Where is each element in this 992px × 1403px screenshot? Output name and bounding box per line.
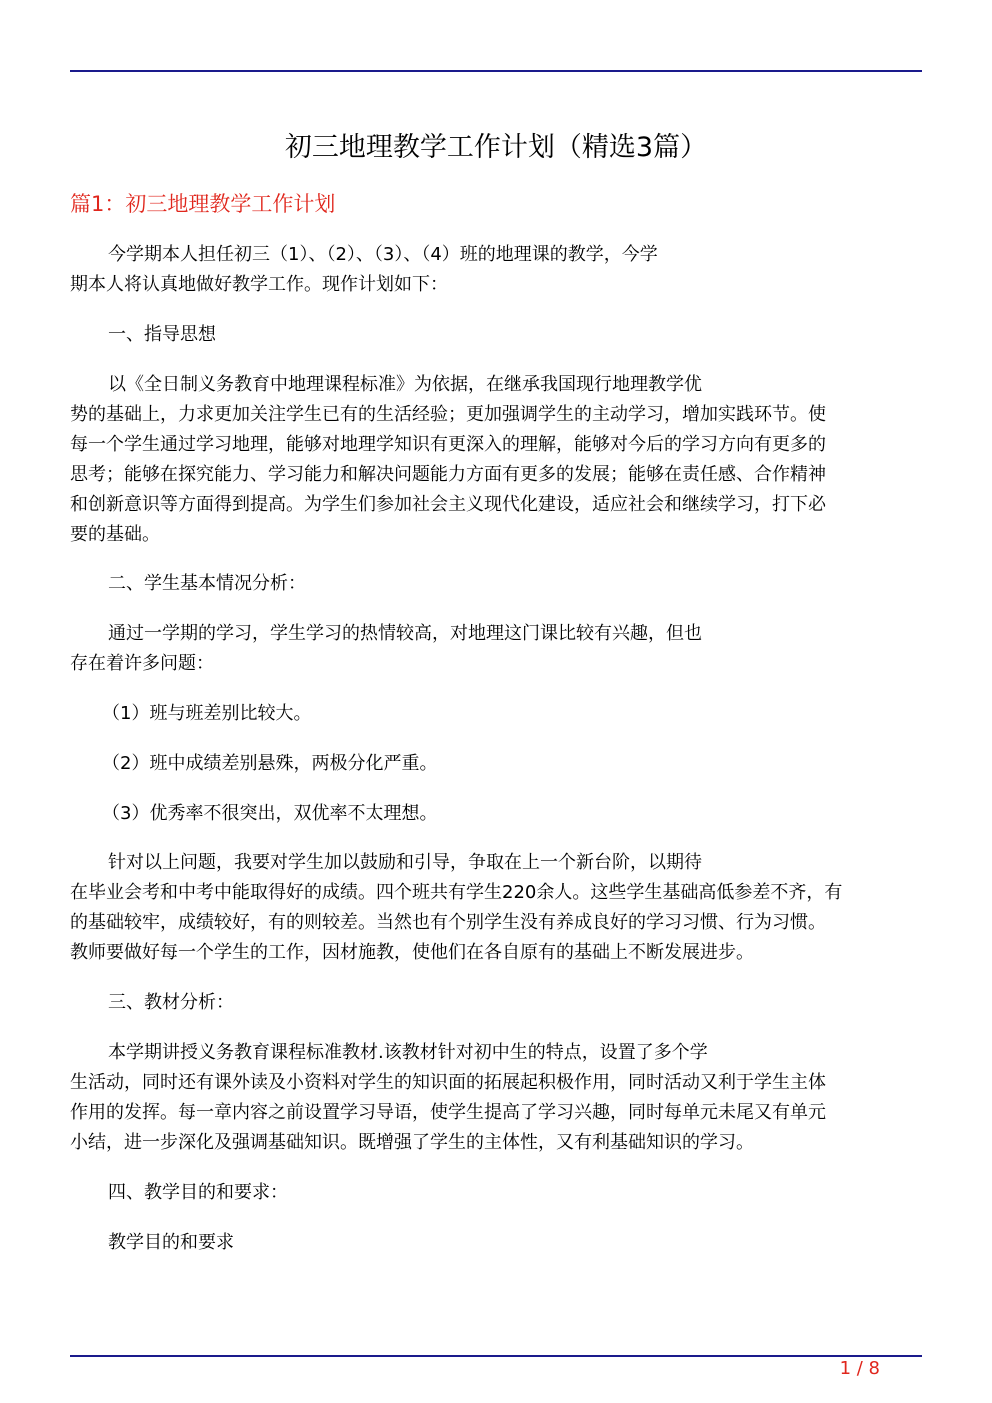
paragraph <box>70 240 920 300</box>
paragraph <box>70 988 920 1018</box>
paragraph <box>70 699 920 729</box>
paragraph-line: 通过一学期的学习，学生学习的热情较高，对地理这门课比较有兴趣，但也 <box>108 623 702 644</box>
list-line: （2）班中成绩差别悬殊，两极分化严重。 <box>102 753 438 774</box>
section-heading: 篇1：初三地理教学工作计划 <box>70 192 336 216</box>
paragraph <box>70 370 920 550</box>
paragraph-line: 生活动，同时还有课外读及小资料对学生的知识面的拓展起积极作用，同时活动又利于学生主体 <box>70 1072 826 1093</box>
paragraph <box>70 848 920 968</box>
paragraph-line: 今学期本人担任初三（1）、（2）、（3）、（4）班的地理课的教学，今学 <box>108 244 658 265</box>
paragraph-line: 作用的发挥。每一章内容之前设置学习导语，使学生提高了学习兴趣，同时每单元未尾又有单元 <box>70 1102 826 1123</box>
subheading-line: 二、学生基本情况分析： <box>108 573 306 594</box>
top-rule <box>70 70 922 72</box>
paragraph <box>70 320 920 350</box>
paragraph <box>70 1178 920 1208</box>
paragraph-line: 的基础较牢，成绩较好，有的则较差。当然也有个别学生没有养成良好的学习习惯、行为习惯。 <box>70 912 826 933</box>
subheading-line: 三、教材分析： <box>108 992 234 1013</box>
paragraph <box>70 1228 920 1258</box>
paragraph-line: 教师要做好每一个学生的工作，因材施教，使他们在各自原有的基础上不断发展进步。 <box>70 942 754 963</box>
paragraph-line: 要的基础。 <box>70 524 160 545</box>
document-title: 初三地理教学工作计划（精选3篇） <box>284 132 708 163</box>
paragraph-line: 本学期讲授义务教育课程标准教材.该教材针对初中生的特点，设置了多个学 <box>108 1042 708 1063</box>
list-line: （3）优秀率不很突出，双优率不太理想。 <box>102 803 438 824</box>
list-line: （1）班与班差别比较大。 <box>102 703 312 724</box>
bottom-rule <box>70 1355 922 1357</box>
paragraph-line: 期本人将认真地做好教学工作。现作计划如下： <box>70 274 448 295</box>
subheading-line: 一、指导思想 <box>108 324 216 345</box>
paragraph-line: 势的基础上，力求更加关注学生已有的生活经验；更加强调学生的主动学习，增加实践环节。使 <box>70 404 826 425</box>
paragraph-line: 针对以上问题，我要对学生加以鼓励和引导，争取在上一个新台阶，以期待 <box>108 852 702 873</box>
paragraph-line: 和创新意识等方面得到提高。为学生们参加社会主义现代化建设，适应社会和继续学习，打下必 <box>70 494 826 515</box>
paragraph <box>70 619 920 679</box>
paragraph-line: 教学目的和要求 <box>108 1232 234 1253</box>
paragraph-line: 思考；能够在探究能力、学习能力和解决问题能力方面有更多的发展；能够在责任感、合作精神 <box>70 464 826 485</box>
page-number: 1 / 8 <box>839 1358 880 1379</box>
paragraph <box>70 569 920 599</box>
subheading-line: 四、教学目的和要求： <box>108 1182 288 1203</box>
paragraph-line: 在毕业会考和中考中能取得好的成绩。四个班共有学生220余人。这些学生基础高低参差不齐，有 <box>70 882 843 903</box>
paragraph <box>70 749 920 779</box>
paragraph-line: 存在着许多问题： <box>70 653 214 674</box>
paragraph <box>70 1038 920 1158</box>
paragraph-line: 小结，进一步深化及强调基础知识。既增强了学生的主体性，又有利基础知识的学习。 <box>70 1132 754 1153</box>
paragraph-line: 每一个学生通过学习地理，能够对地理学知识有更深入的理解，能够对今后的学习方向有更多的 <box>70 434 826 455</box>
paragraph-line: 以《全日制义务教育中地理课程标准》为依据，在继承我国现行地理教学优 <box>108 374 702 395</box>
paragraph <box>70 799 920 829</box>
